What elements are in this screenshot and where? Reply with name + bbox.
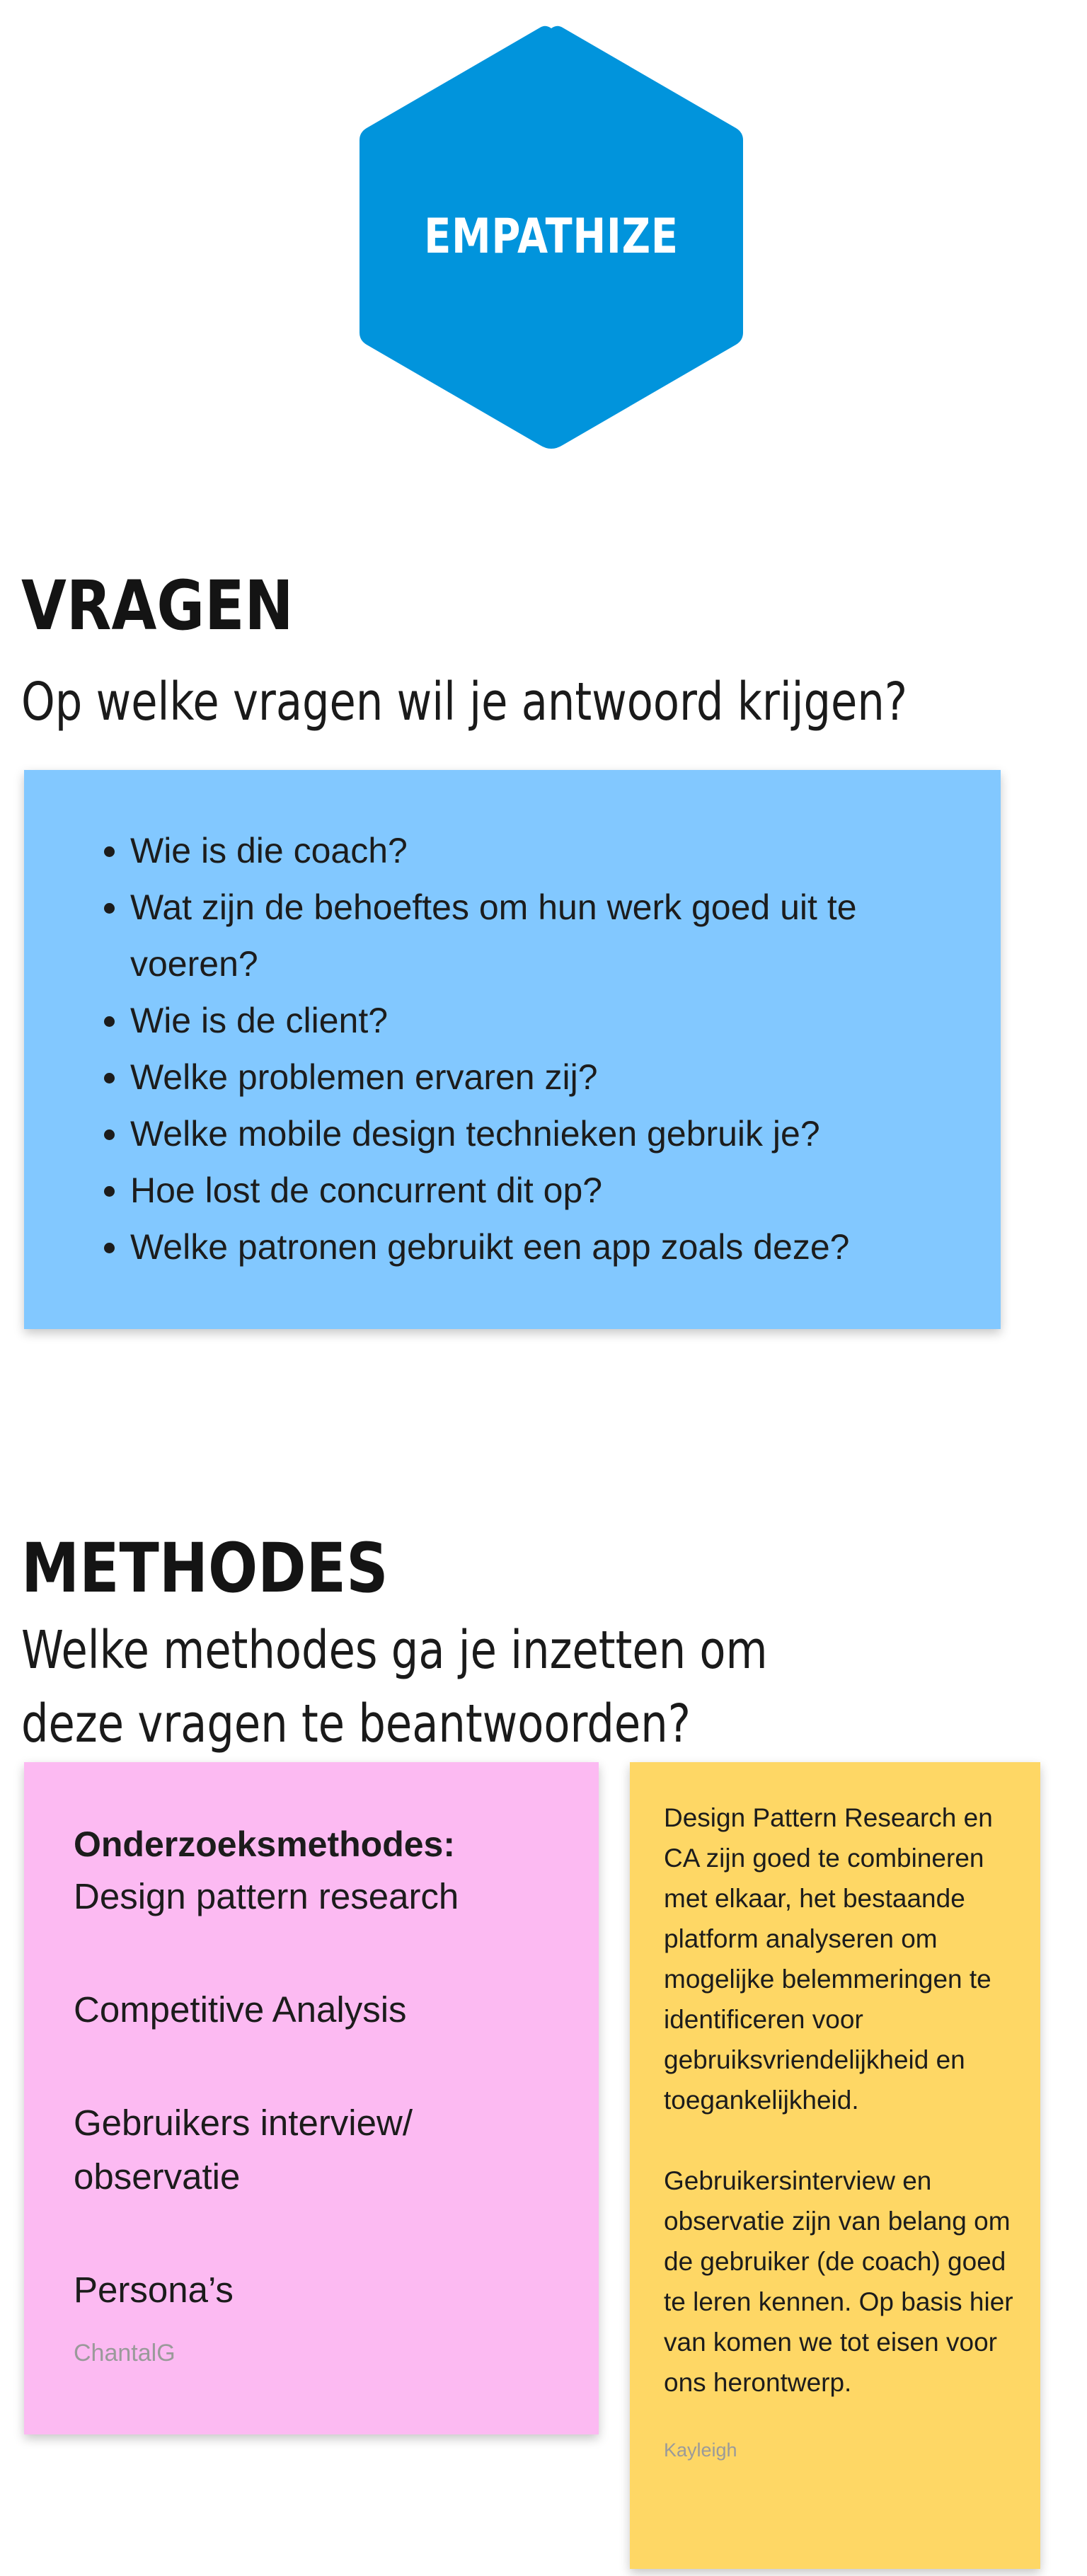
yellow-note-paragraph-1: Design Pattern Research en CA zijn goed te combineren met elkaar, het bestaande platform analyseren om mogelijke belemmeringen te identificeren voor gebruiksvriendelijkheid en toegankelijkheid. [664,1803,993,2115]
list-item: • Welke patronen gebruikt een app zoals deze? [130,1219,972,1275]
pink-note-item: Design pattern research [74,1876,459,1916]
yellow-note-author: Kayleigh [664,2439,737,2461]
methodes-title: METHODES [21,1529,389,1608]
hexagon-label: EMPATHIZE [424,208,679,265]
empathize-hexagon [357,24,746,449]
pink-note-item: Competitive Analysis [74,1989,407,2030]
list-item: • Wie is die coach? [130,822,972,879]
methodes-subtitle-line2: deze vragen te beantwoorden? [21,1694,691,1754]
list-item: • Hoe lost de concurrent dit op? [130,1162,972,1219]
pink-note-author: ChantalG [74,2340,176,2367]
list-item: • Wie is de client? [130,992,972,1049]
vragen-card [24,770,1001,1329]
pink-note-item: observatie [74,2156,241,2197]
yellow-note-paragraph-2: Gebruikersinterview en observatie zijn van belang om de gebruiker (de coach) goed te leren kennen. Op basis hier van komen we tot eisen voor ons herontwerp. [664,2166,1013,2397]
pink-note-item: Gebruikers interview/ [74,2103,413,2143]
pink-note-heading: Onderzoeksmethodes: [74,1824,456,1864]
list-item: • Welke problemen ervaren zij? [130,1049,972,1105]
pink-sticky-note [24,1762,599,2434]
vragen-list [24,770,1001,1275]
vragen-subtitle: Op welke vragen wil je antwoord krijgen? [21,672,908,732]
list-item: • Welke mobile design technieken gebruik je? [130,1105,972,1162]
vragen-title: VRAGEN [21,566,294,645]
list-item: • Wat zijn de behoeftes om hun werk goed uit te voeren? [130,879,972,992]
pink-note-item: Persona’s [74,2270,234,2310]
methodes-subtitle-line1: Welke methodes ga je inzetten om [21,1620,768,1681]
yellow-sticky-note [630,1762,1040,2569]
